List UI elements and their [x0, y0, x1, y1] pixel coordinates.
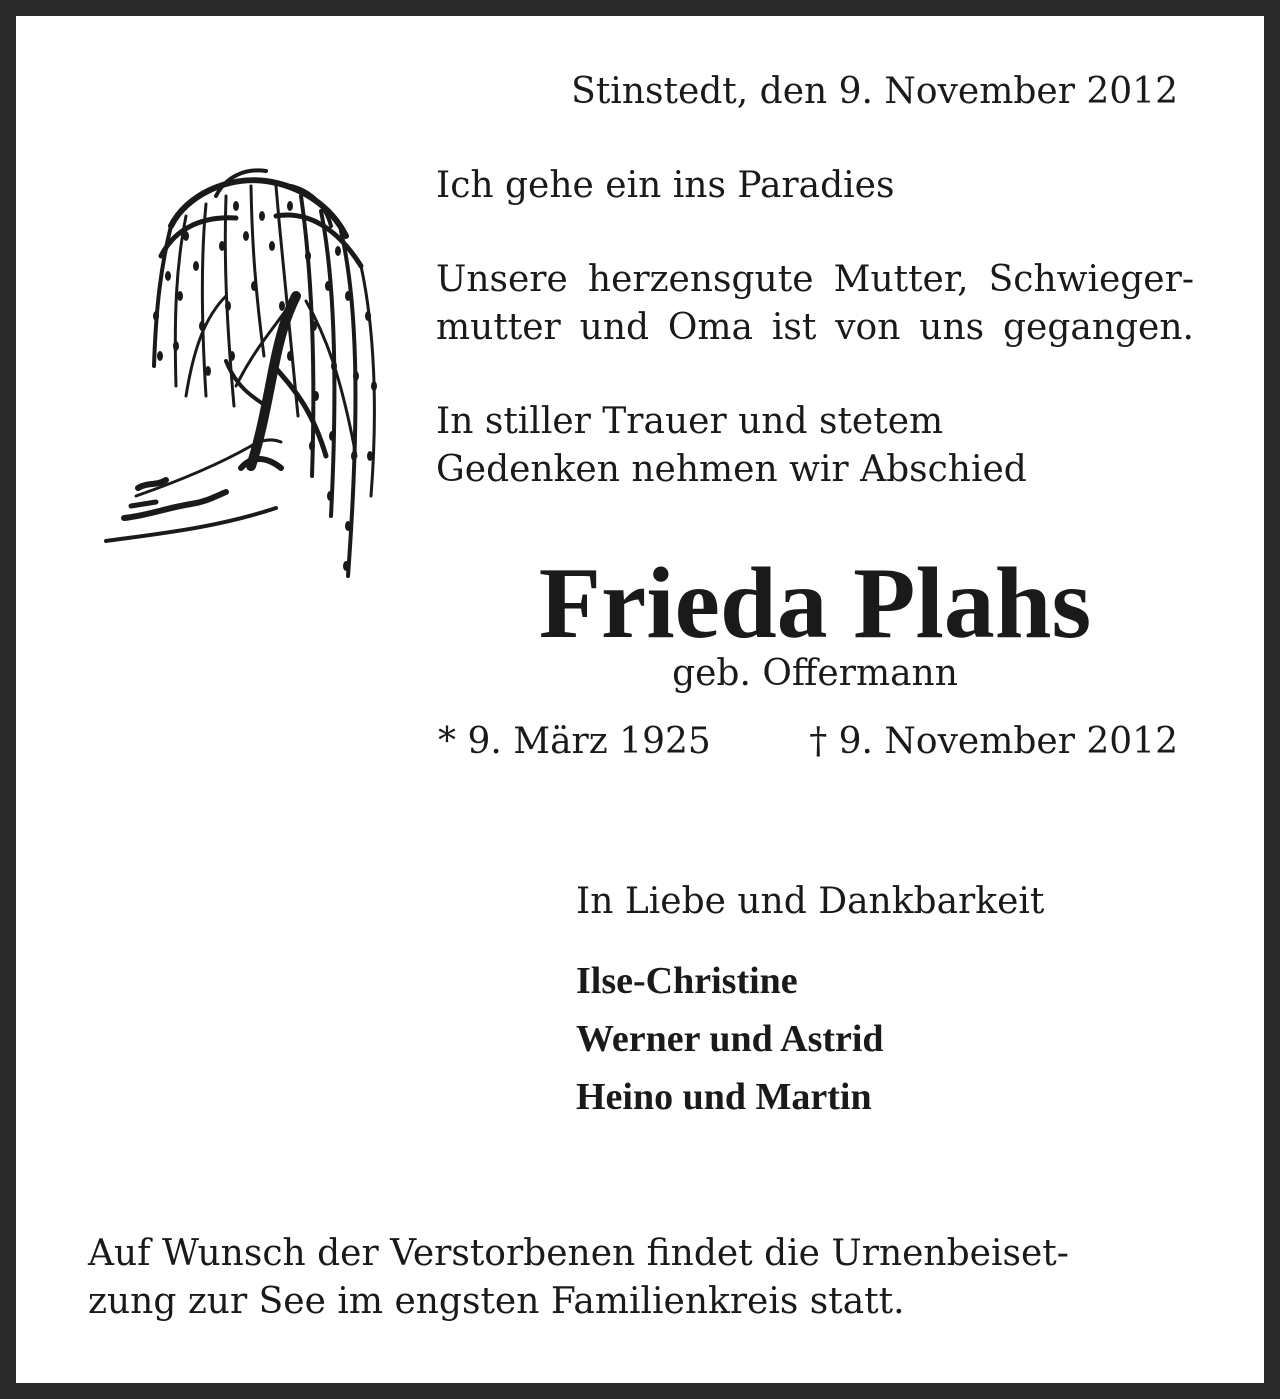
- maiden-name: geb. Offermann: [672, 653, 958, 694]
- intro-line: Unsere herzensgute Mutter, Schwieger-: [436, 259, 1194, 300]
- burial-notice: [88, 1230, 1069, 1326]
- birth-date: * 9. März 1925: [438, 721, 711, 762]
- signer-name: Werner und Astrid: [576, 1018, 884, 1060]
- farewell-line: Gedenken nehmen wir Abschied: [436, 449, 1027, 490]
- signer-name: Ilse-Christine: [576, 960, 798, 1002]
- gratitude-line: In Liebe und Dankbarkeit: [576, 881, 1045, 922]
- intro-line: mutter und Oma ist von uns gegangen.: [436, 307, 1194, 348]
- signer-name: Heino und Martin: [576, 1076, 872, 1118]
- notice-line: Auf Wunsch der Verstorbenen findet die Urnenbeiset-: [88, 1233, 1069, 1274]
- place-date: Stinstedt, den 9. November 2012: [571, 71, 1178, 112]
- obituary-notice: [16, 16, 1264, 1383]
- motto: Ich gehe ein ins Paradies: [436, 165, 895, 206]
- deceased-name: Frieda Plahs: [538, 547, 1092, 660]
- death-date: † 9. November 2012: [809, 721, 1178, 762]
- farewell-line: In stiller Trauer und stetem: [436, 401, 944, 442]
- farewell-text: [436, 398, 1027, 494]
- intro-text: [436, 256, 1194, 352]
- weeping-willow-icon: [76, 156, 406, 616]
- signers: [576, 952, 884, 1126]
- notice-line: zung zur See im engsten Familienkreis statt.: [88, 1281, 905, 1322]
